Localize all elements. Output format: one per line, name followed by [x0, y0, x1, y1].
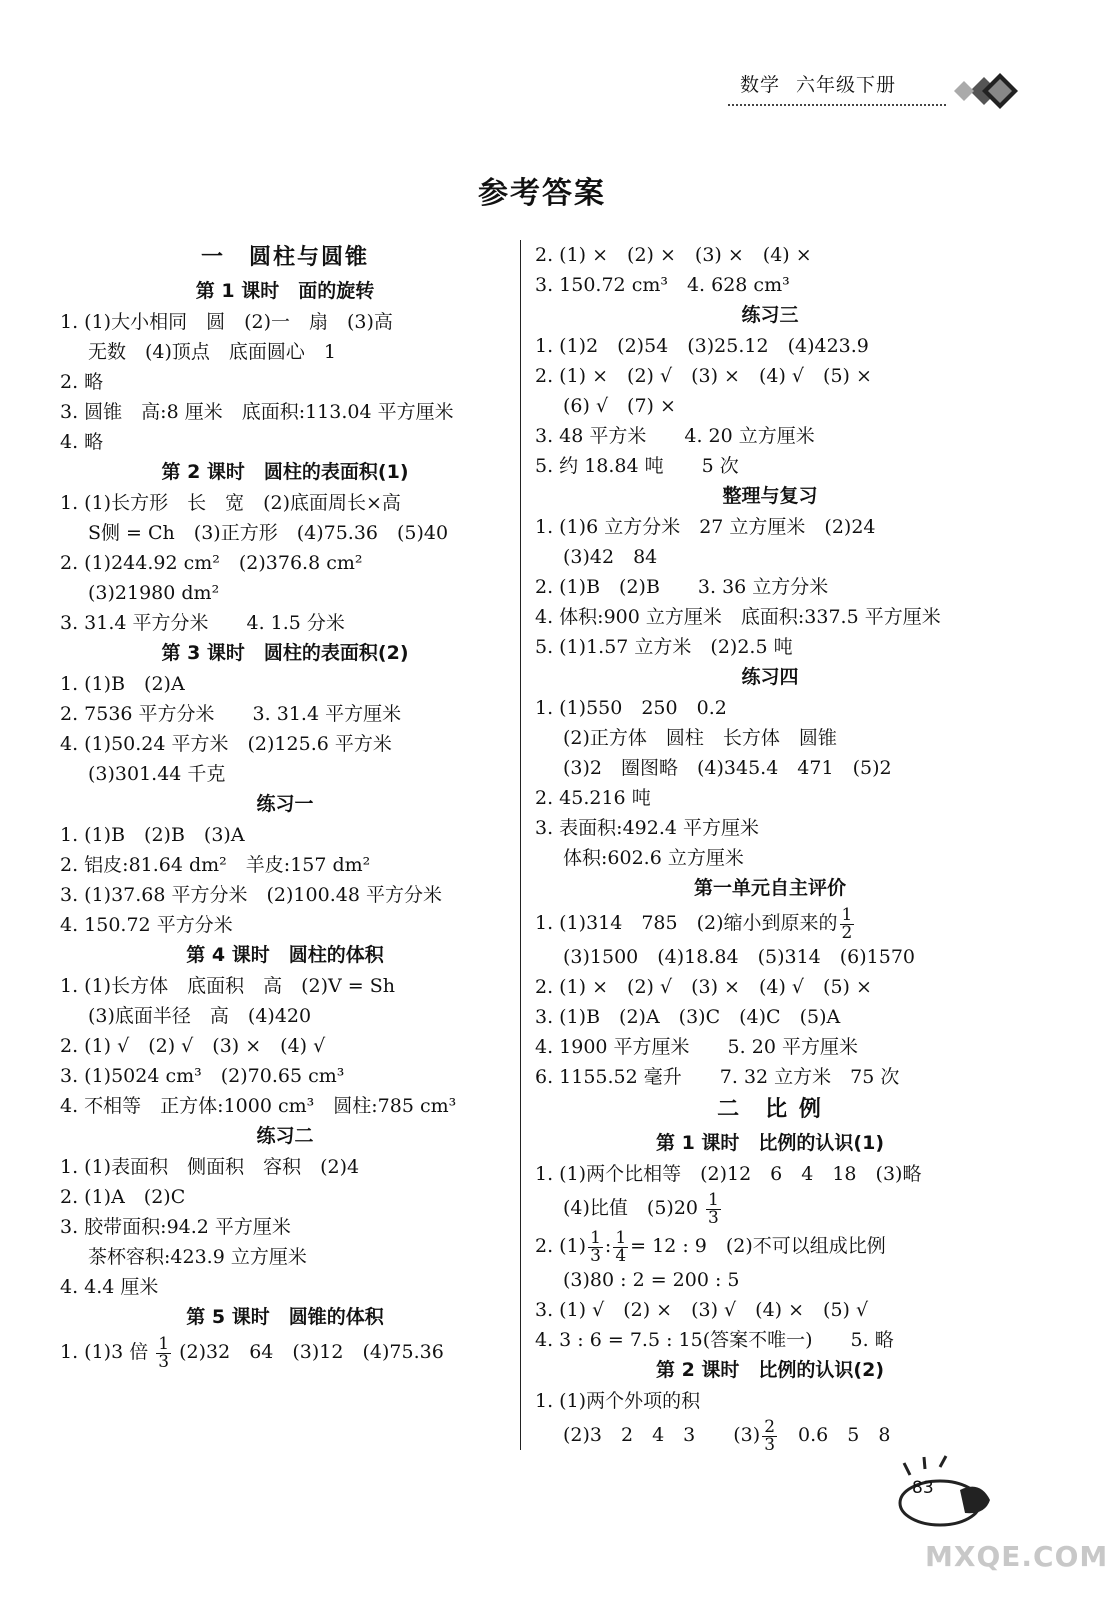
answer-text: 2. (1): [535, 1235, 587, 1257]
answer-line-continued: S侧 = Ch (3)正方形 (4)75.36 (5)40: [88, 522, 449, 544]
answer-line: 4. 不相等 正方体:1000 cm³ 圆柱:785 cm³: [60, 1095, 457, 1117]
answer-line-with-fraction: [60, 1333, 510, 1371]
answer-line: 2. 略: [60, 371, 104, 393]
answer-line: 1. (1)550 250 0.2: [535, 697, 727, 719]
answer-line: 3. (1)5024 cm³ (2)70.65 cm³: [60, 1065, 345, 1087]
answer-line: 2. 7536 平方分米 3. 31.4 平方厘米: [60, 703, 402, 725]
right-column: [535, 240, 1005, 1454]
fraction-denominator: 2: [841, 922, 853, 943]
answer-line: 4. 体积:900 立方厘米 底面积:337.5 平方厘米: [535, 606, 941, 628]
answer-line: 3. 表面积:492.4 平方厘米: [535, 817, 760, 839]
answer-line: 2. 45.216 吨: [535, 787, 651, 809]
fraction-numerator: 1: [615, 1227, 627, 1248]
unit-heading: 二 比 例: [717, 1097, 823, 1122]
answer-line: 1. (1)6 立方分米 27 立方厘米 (2)24: [535, 516, 876, 538]
fraction-numerator: 1: [158, 1333, 170, 1354]
section-heading: 第 3 课时 圆柱的表面积(2): [161, 642, 409, 664]
answer-line: 1. (1)B (2)A: [60, 673, 185, 695]
answer-line-continued: (3)301.44 千克: [88, 763, 226, 785]
answer-line-continued: (2)正方体 圆柱 长方体 圆锥: [563, 727, 837, 749]
answer-line: 2. (1) × (2) √ (3) × (4) √ (5) ×: [535, 976, 872, 998]
section-heading: 第 1 课时 面的旋转: [195, 280, 375, 302]
section-heading: 第 1 课时 比例的认识(1): [655, 1132, 885, 1154]
fraction-denominator: 4: [615, 1245, 627, 1266]
page-header: [740, 70, 912, 97]
answer-line: 4. 1900 平方厘米 5. 20 平方厘米: [535, 1036, 858, 1058]
answer-text: 1. (1)314 785 (2)缩小到原来的: [535, 912, 838, 934]
section-heading: 整理与复习: [722, 485, 818, 507]
answer-line: 3. 圆锥 高:8 厘米 底面积:113.04 平方厘米: [60, 401, 454, 423]
section-heading: 练习三: [741, 304, 799, 326]
header-diamond-icon: [948, 66, 1028, 116]
fraction-denominator: 3: [158, 1351, 170, 1372]
header-grade: 六年级下册: [796, 74, 897, 96]
fraction: [156, 1333, 171, 1372]
answer-line-with-fraction: [535, 1416, 1005, 1454]
answer-text: 1. (1)3 倍: [60, 1341, 155, 1363]
answer-line: 2. (1)A (2)C: [60, 1186, 186, 1208]
answer-line: 4. 3 : 6 = 7.5 : 15(答案不唯一) 5. 略: [535, 1329, 894, 1351]
fraction: [706, 1189, 721, 1228]
fraction-denominator: 3: [590, 1245, 601, 1266]
answer-line: 6. 1155.52 毫升 7. 32 立方米 75 次: [535, 1066, 900, 1088]
answer-line-with-fraction: [535, 1189, 1005, 1227]
answer-line-continued: (3)42 84: [563, 546, 658, 568]
answer-line: 3. (1) √ (2) × (3) √ (4) × (5) √: [535, 1299, 869, 1321]
watermark: MXQE.COM: [925, 1540, 1108, 1573]
unit-heading: 一 圆柱与圆锥: [200, 245, 369, 270]
answer-line: 3. (1)37.68 平方分米 (2)100.48 平方分米: [60, 884, 442, 906]
fraction-numerator: 1: [708, 1189, 719, 1210]
fraction: [762, 1416, 777, 1455]
answer-text: 0.6 5 8: [779, 1424, 891, 1446]
section-heading: 第 5 课时 圆锥的体积: [186, 1306, 384, 1328]
answer-line: 1. (1)2 (2)54 (3)25.12 (4)423.9: [535, 335, 869, 357]
section-heading: 第一单元自主评价: [693, 877, 846, 899]
page-number-decoration: [880, 1455, 1020, 1535]
answer-line: 2. 铝皮:81.64 dm² 羊皮:157 dm²: [60, 854, 371, 876]
answer-line: 3. 150.72 cm³ 4. 628 cm³: [535, 274, 790, 296]
fraction-denominator: 3: [708, 1207, 719, 1228]
answer-line-continued: 体积:602.6 立方厘米: [563, 847, 744, 869]
left-column: [60, 240, 510, 1371]
answer-line: 1. (1)表面积 侧面积 容积 (2)4: [60, 1156, 360, 1178]
answer-line-continued: (3)21980 dm²: [88, 582, 220, 604]
fraction-numerator: 1: [841, 904, 853, 925]
section-heading: 练习一: [256, 793, 314, 815]
answer-line-continued: 无数 (4)顶点 底面圆心 1: [88, 341, 337, 363]
header-rule: [728, 104, 946, 106]
answer-line: 2. (1)B (2)B 3. 36 立方分米: [535, 576, 829, 598]
answer-line: 1. (1)长方体 底面积 高 (2)V = Sh: [60, 975, 395, 997]
answer-line-continued: (3)底面半径 高 (4)420: [88, 1005, 312, 1027]
fraction: [613, 1227, 628, 1266]
fraction: [840, 904, 855, 943]
answer-line: 3. 31.4 平方分米 4. 1.5 分米: [60, 612, 345, 634]
answer-line-continued: 茶杯容积:423.9 立方厘米: [88, 1246, 307, 1268]
answer-text: (4)比值 (5)20: [563, 1197, 705, 1219]
answer-line: 4. 150.72 平方分米: [60, 914, 233, 936]
answer-line: 3. (1)B (2)A (3)C (4)C (5)A: [535, 1006, 841, 1028]
answer-line: 1. (1)两个外项的积: [535, 1390, 701, 1412]
fraction-numerator: 1: [590, 1227, 601, 1248]
answer-text: (2)3 2 4 3 (3): [563, 1424, 761, 1446]
answer-line: 4. 略: [60, 431, 104, 453]
section-heading: 练习四: [741, 666, 799, 688]
section-heading: 第 4 课时 圆柱的体积: [186, 944, 384, 966]
answer-line: 1. (1)两个比相等 (2)12 6 4 18 (3)略: [535, 1163, 922, 1185]
answer-line: 4. 4.4 厘米: [60, 1276, 159, 1298]
answer-line: 2. (1) √ (2) √ (3) × (4) √: [60, 1035, 326, 1057]
answer-line-continued: (3)1500 (4)18.84 (5)314 (6)1570: [563, 946, 916, 968]
answer-line: 2. (1) × (2) × (3) × (4) ×: [535, 244, 812, 266]
answer-line: 3. 48 平方米 4. 20 立方厘米: [535, 425, 815, 447]
answer-line: 2. (1) × (2) √ (3) × (4) √ (5) ×: [535, 365, 872, 387]
column-divider: [520, 240, 521, 1450]
answer-line: 2. (1)244.92 cm² (2)376.8 cm²: [60, 552, 363, 574]
answer-line: 5. 约 18.84 吨 5 次: [535, 455, 739, 477]
page-title: 参考答案: [478, 176, 606, 211]
answer-line-continued: (3)2 圈图略 (4)345.4 471 (5)2: [563, 757, 892, 779]
fraction: [588, 1227, 603, 1266]
answer-line: 3. 胶带面积:94.2 平方厘米: [60, 1216, 291, 1238]
answer-line-with-fraction: [535, 1227, 1005, 1265]
section-heading: 第 2 课时 比例的认识(2): [655, 1359, 885, 1381]
page-number: 83: [912, 1478, 934, 1498]
header-subject: 数学: [740, 74, 781, 96]
answer-text: (2)32 64 (3)12 (4)75.36: [173, 1341, 444, 1363]
answer-line-with-fraction: [535, 904, 1005, 942]
answer-line: 5. (1)1.57 立方米 (2)2.5 吨: [535, 636, 793, 658]
fraction-numerator: 2: [764, 1416, 776, 1437]
answer-line: 1. (1)长方形 长 宽 (2)底面周长×高: [60, 492, 401, 514]
section-heading: 第 2 课时 圆柱的表面积(1): [161, 461, 409, 483]
answer-text: = 12 : 9 (2)不可以组成比例: [630, 1235, 886, 1257]
fraction-denominator: 3: [764, 1434, 776, 1455]
answer-line-continued: (3)80 : 2 = 200 : 5: [563, 1269, 740, 1291]
answer-line-continued: (6) √ (7) ×: [563, 395, 676, 417]
answer-line: 1. (1)大小相同 圆 (2)一 扇 (3)高: [60, 311, 393, 333]
answer-text: :: [604, 1235, 612, 1257]
answer-line: 1. (1)B (2)B (3)A: [60, 824, 245, 846]
section-heading: 练习二: [256, 1125, 314, 1147]
answer-line: 4. (1)50.24 平方米 (2)125.6 平方米: [60, 733, 392, 755]
